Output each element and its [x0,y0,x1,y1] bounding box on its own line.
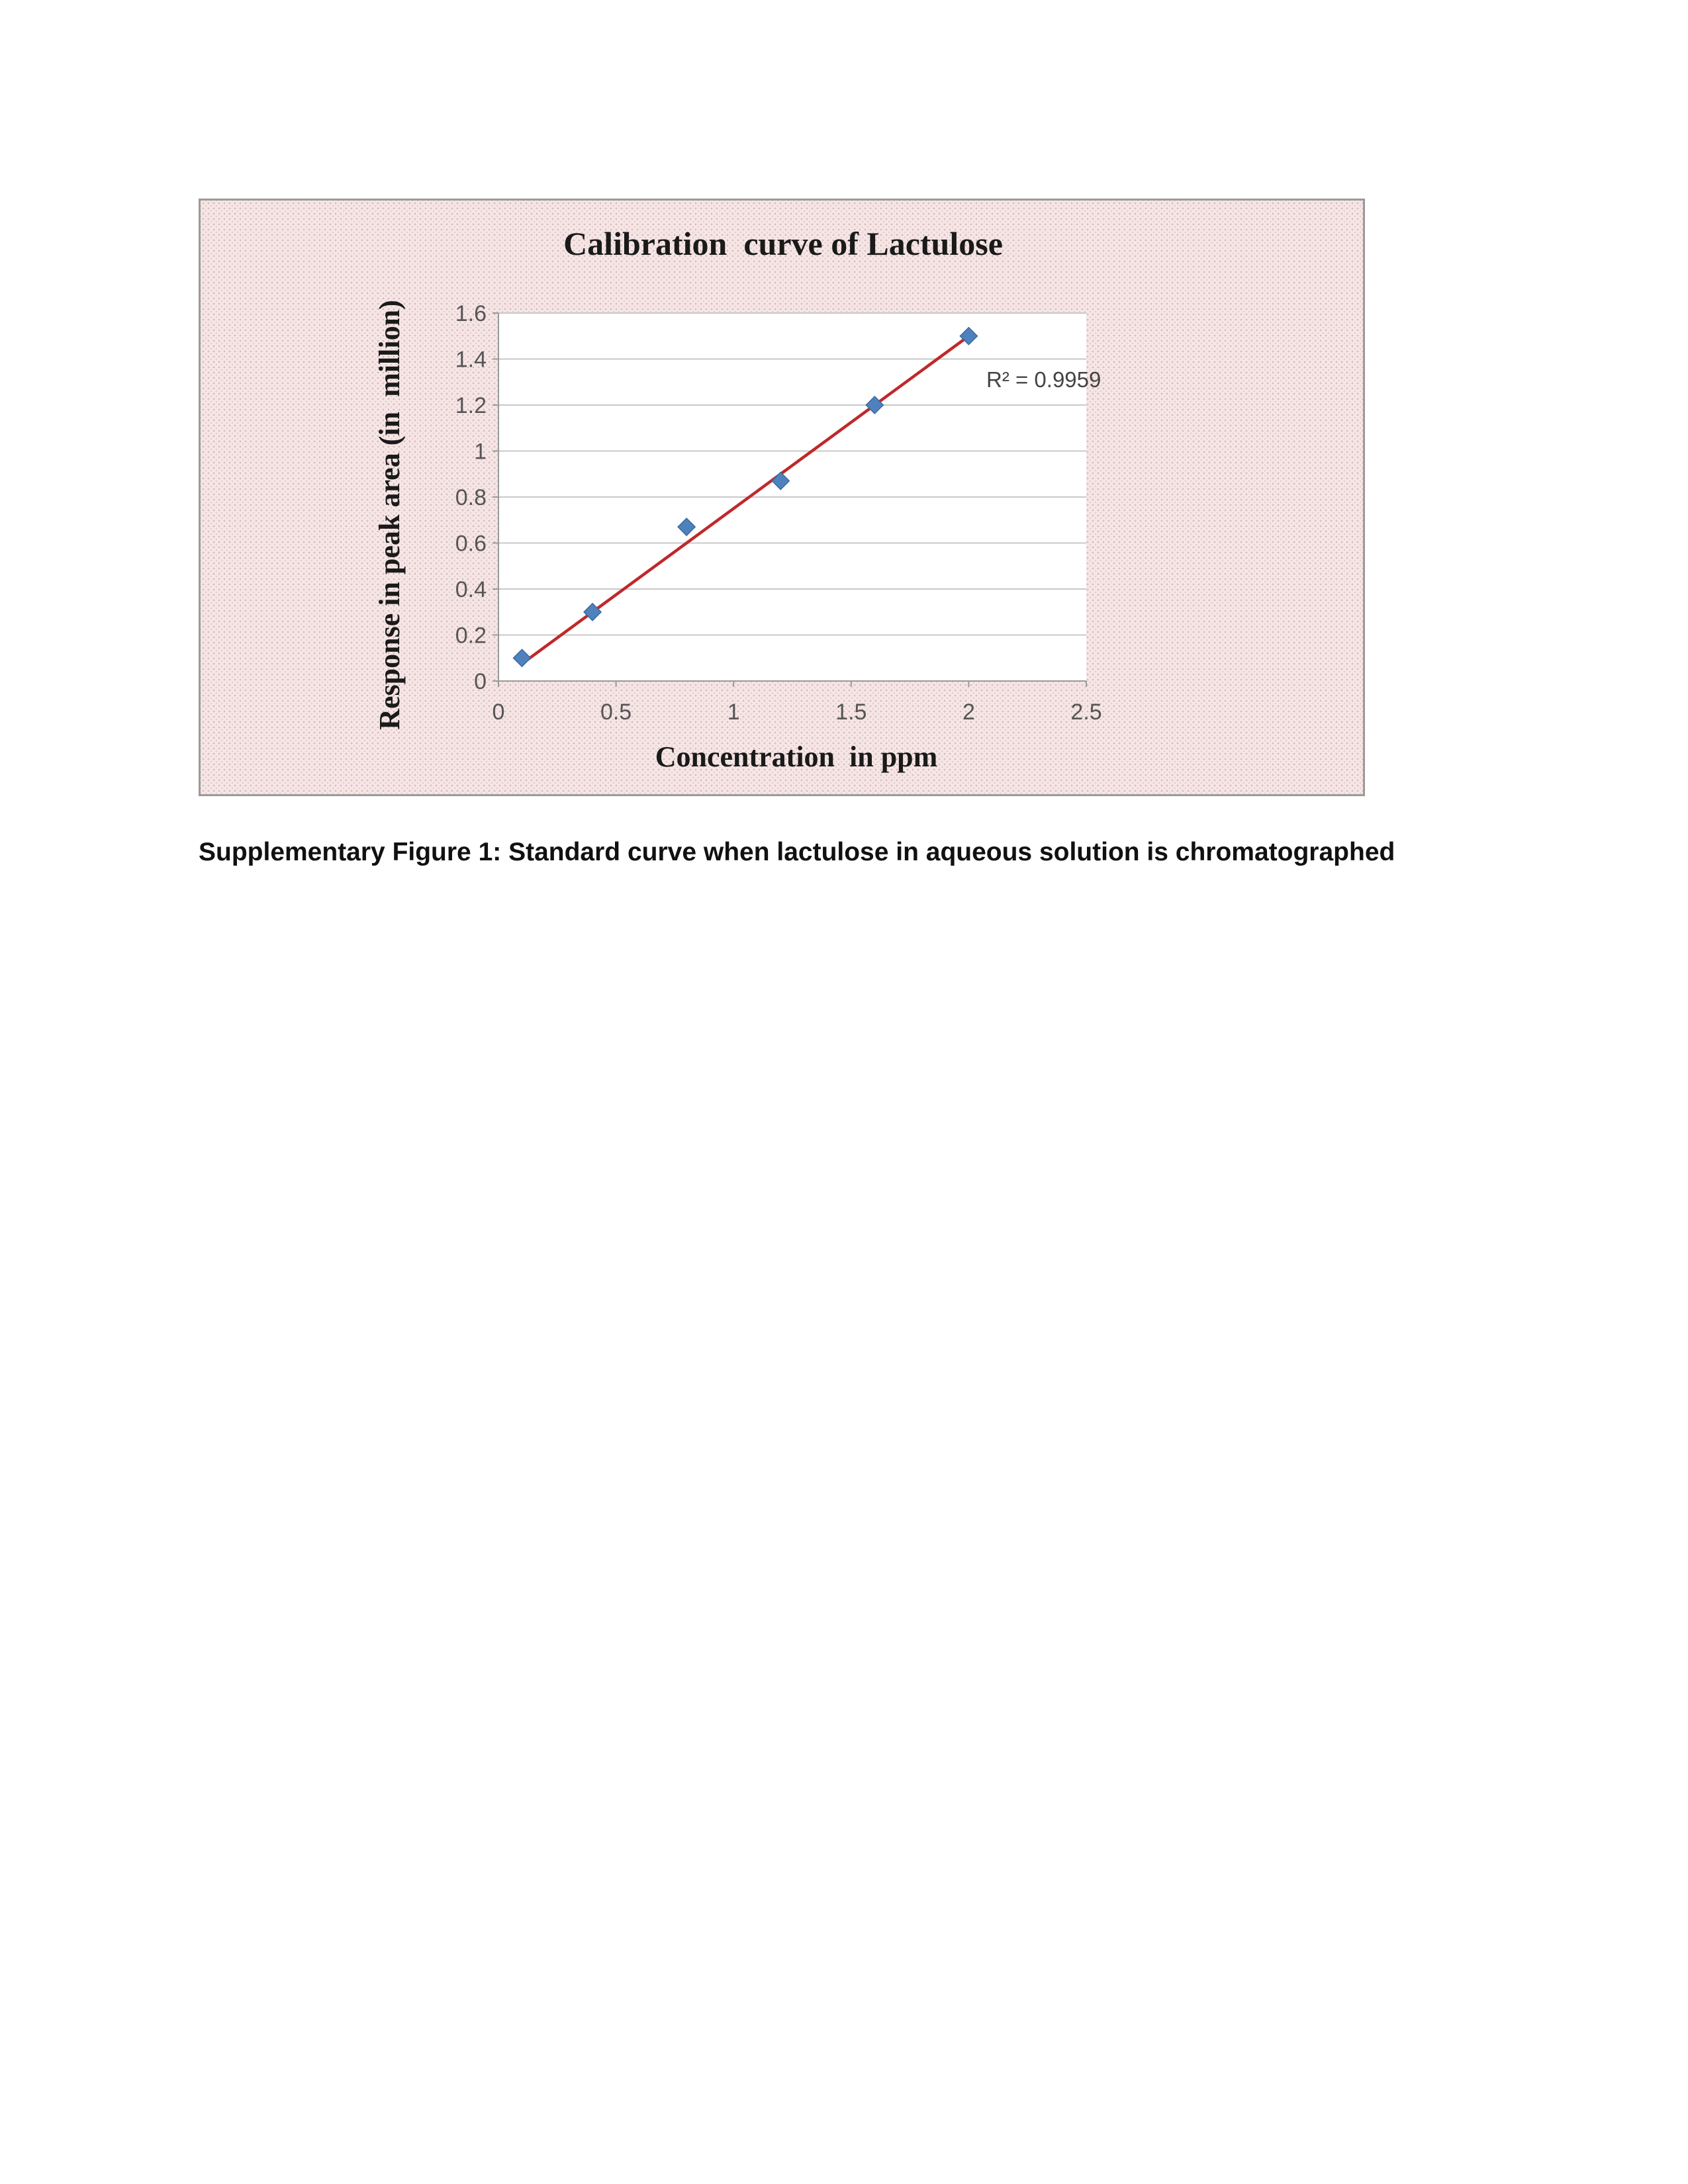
x-tick-label: 1.5 [835,700,867,725]
y-tick-label: 0.2 [455,623,487,649]
y-tick-label: 1.6 [455,301,487,326]
x-tick-labels [492,700,1102,725]
y-tick-label: 1.4 [455,347,487,373]
x-tick-label: 1 [727,700,740,725]
y-tick-label: 0.6 [455,531,487,557]
chart-frame [199,199,1365,796]
y-tick-labels [455,301,487,694]
x-axis-label: Concentration in ppm [655,741,938,773]
r-squared-annotation: R² = 0.9959 [986,367,1102,392]
y-tick-label: 0 [474,669,487,694]
x-tick-label: 0.5 [600,700,632,725]
y-tick-label: 1 [474,439,487,465]
y-tick-label: 0.4 [455,577,487,602]
figure-caption: Supplementary Figure 1: Standard curve when lactulose in aqueous solution is chromatographed [199,838,1395,866]
y-axis-label: Response in peak area (in million) [373,300,406,730]
x-tick-label: 2.5 [1070,700,1102,725]
x-tick-label: 2 [962,700,975,725]
chart-title: Calibration curve of Lactulose [563,225,1003,262]
y-tick-label: 0.8 [455,485,487,510]
x-tick-label: 0 [492,700,505,725]
y-tick-label: 1.2 [455,393,487,418]
calibration-chart [201,201,1363,794]
